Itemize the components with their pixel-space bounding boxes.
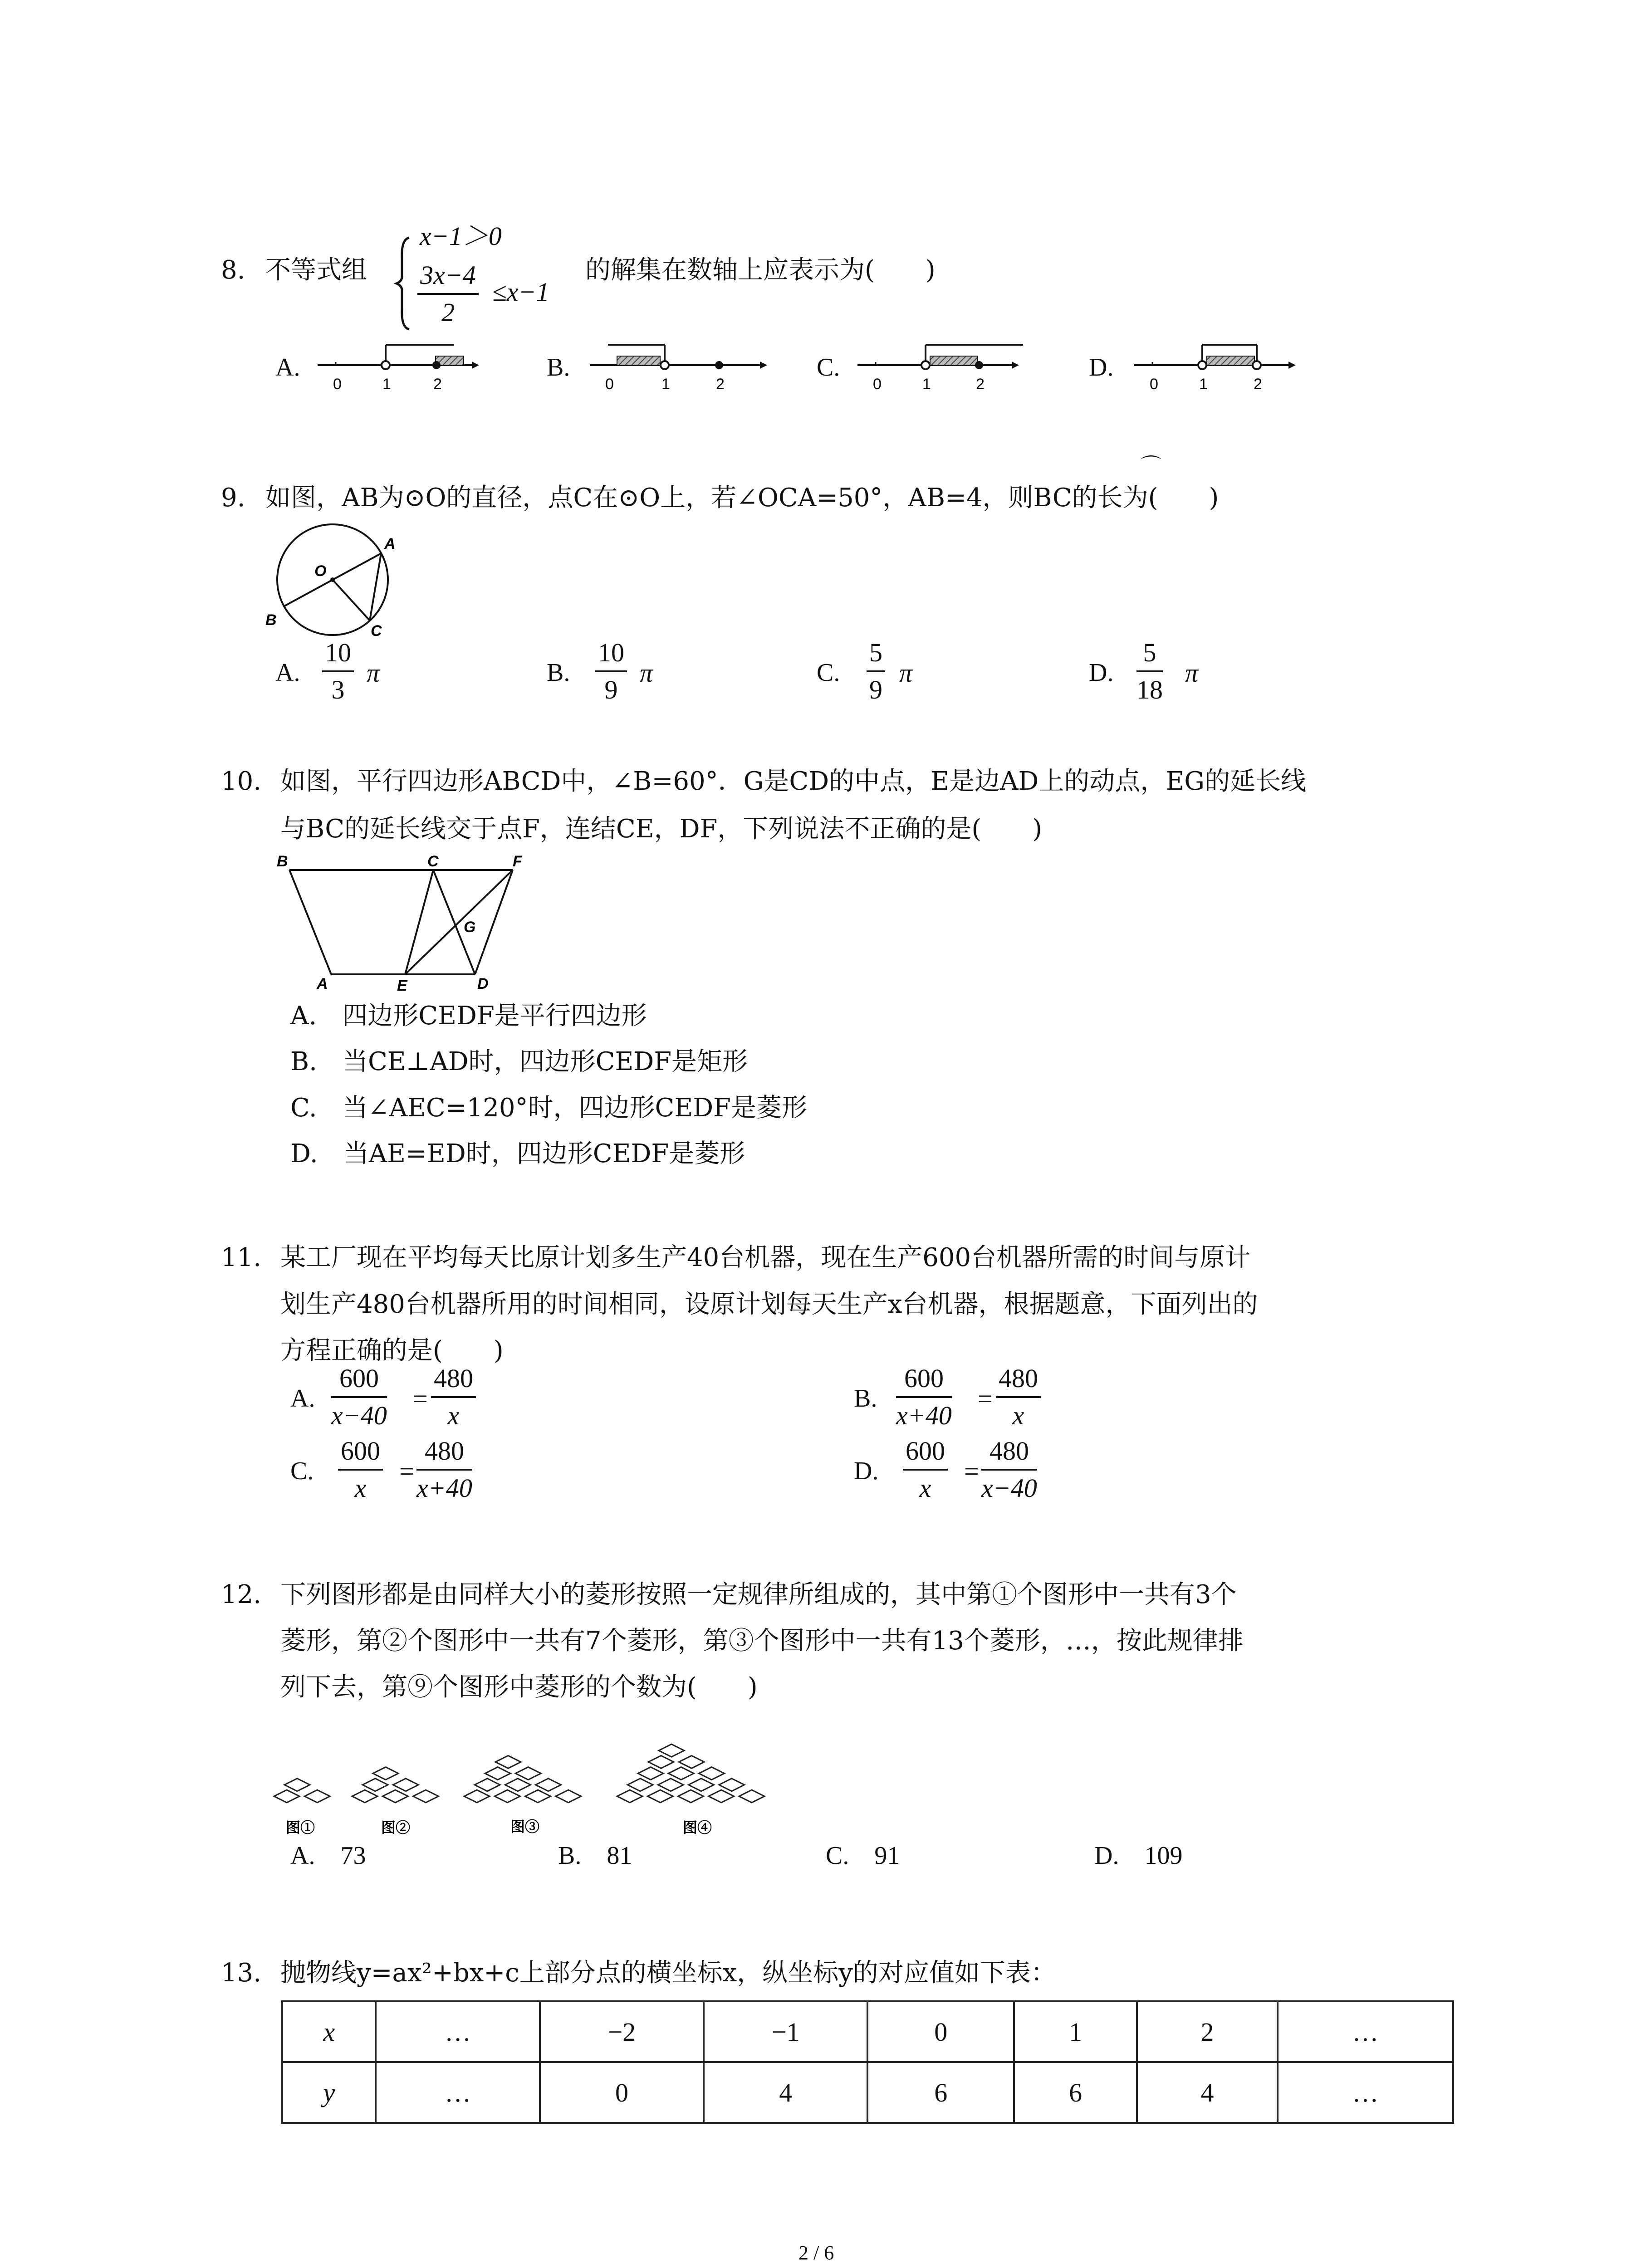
- q11-d-right-den: x−40: [981, 1473, 1037, 1503]
- q9-option-c-label: C.: [817, 659, 840, 687]
- q9-a-numerator: 10: [322, 640, 354, 672]
- q10-number: 10.: [221, 767, 262, 796]
- q11-option-d-equals: =: [964, 1457, 979, 1486]
- rhombus: [739, 1790, 764, 1803]
- q10-label-b: B: [277, 853, 288, 870]
- q11-d-left-num: 600: [903, 1438, 948, 1471]
- q12-option-b: B. 81: [558, 1842, 632, 1870]
- q9-b-denominator: 9: [604, 675, 618, 704]
- q13-number: 13.: [221, 1958, 262, 1988]
- q8-stem-post: 的解集在数轴上应表示为( ): [585, 255, 936, 285]
- rhombus: [525, 1790, 551, 1803]
- q9-label-c: C: [371, 622, 382, 640]
- q8c-tick-1: 1: [922, 376, 931, 393]
- q11-a-left-den: x−40: [331, 1401, 387, 1430]
- rhombus: [679, 1755, 704, 1768]
- q9-option-c-fraction: [867, 640, 885, 703]
- q12-line-3: 列下去，第⑨个图形中菱形的个数为( ): [280, 1672, 758, 1702]
- q11-option-a-right-fraction: [431, 1365, 476, 1429]
- q12-fig-3-label: 图③: [510, 1818, 540, 1835]
- q9-number: 9.: [221, 483, 245, 513]
- q9-option-a-pi: π: [367, 658, 380, 688]
- rhombus: [304, 1790, 330, 1803]
- rhombus: [678, 1790, 704, 1803]
- table-cell: …: [1278, 2001, 1453, 2062]
- q8a-tick-2: 2: [433, 376, 442, 393]
- q9-label-o: O: [314, 562, 327, 580]
- table-cell: …: [1278, 2062, 1453, 2123]
- q8b-tick-0: 0: [605, 376, 614, 393]
- q11-c-left-den: x: [354, 1473, 367, 1503]
- rhombus: [393, 1779, 418, 1791]
- rhombus: [658, 1779, 683, 1791]
- q12-fig-4-label: 图④: [683, 1819, 712, 1836]
- q11-option-c-label: C.: [290, 1457, 314, 1485]
- q11-option-a-label: A.: [290, 1384, 315, 1413]
- q11-option-d-label: D.: [854, 1457, 879, 1485]
- table-cell: …: [376, 2001, 539, 2062]
- rhombus: [475, 1779, 500, 1791]
- q8-option-a-label: A.: [275, 353, 300, 381]
- q11-option-c-left-fraction: [338, 1438, 383, 1501]
- q9-option-d-fraction: [1136, 640, 1163, 703]
- q11-c-left-num: 600: [338, 1438, 383, 1471]
- q11-a-right-num: 480: [431, 1365, 476, 1398]
- table-cell: 6: [1014, 2062, 1137, 2123]
- rhombus: [647, 1790, 673, 1803]
- q10-option-b: B. 当CE⊥AD时，四边形CEDF是矩形: [290, 1047, 748, 1076]
- rhombus: [464, 1790, 490, 1803]
- q11-b-left-den: x+40: [896, 1401, 952, 1430]
- q12-fig-2-label: 图②: [381, 1819, 411, 1836]
- q11-d-left-den: x: [919, 1473, 931, 1503]
- rhombus: [274, 1790, 299, 1803]
- q8d-tick-0: 0: [1150, 376, 1158, 393]
- q10-label-e: E: [397, 977, 407, 994]
- q10-parallelogram-figure: [268, 853, 549, 994]
- q9-d-numerator: 5: [1136, 640, 1163, 672]
- q8c-tick-2: 2: [976, 376, 985, 393]
- q9-a-denominator: 3: [331, 675, 345, 704]
- q11-option-a-equals: =: [413, 1384, 428, 1413]
- table-cell: 4: [704, 2062, 867, 2123]
- q12-line-2: 菱形，第②个图形中一共有7个菱形，第③个图形中一共有13个菱形，…，按此规律排: [280, 1626, 1244, 1656]
- q12-number: 12.: [221, 1580, 262, 1609]
- q9-option-a-label: A.: [275, 659, 300, 687]
- table-cell: 0: [540, 2062, 704, 2123]
- q11-c-right-num: 480: [416, 1438, 472, 1471]
- q8-inequality-2-rest: ≤x−1: [492, 277, 549, 307]
- q10-label-d: D: [477, 975, 489, 992]
- table-cell: 0: [867, 2001, 1014, 2062]
- q11-option-d-left-fraction: [903, 1438, 948, 1501]
- rhombus: [627, 1779, 653, 1791]
- rhombus: [689, 1779, 714, 1791]
- q9-stem: 如图，AB为⊙O的直径，点C在⊙O上，若∠OCA=50°，AB=4，则BC的长为( ): [265, 483, 1219, 513]
- q9-circle-figure: [265, 522, 411, 640]
- rhombus: [699, 1767, 724, 1780]
- q8-option-b-number-line: [590, 336, 771, 395]
- q10-label-a: A: [317, 975, 328, 992]
- q11-option-b-label: B.: [854, 1384, 877, 1413]
- q8a-tick-0: 0: [333, 376, 342, 393]
- q12-fig-1-label: 图①: [286, 1819, 315, 1836]
- rhombus: [719, 1779, 745, 1791]
- q8-number: 8.: [221, 255, 245, 285]
- q11-b-right-num: 480: [996, 1365, 1041, 1398]
- q9-option-b-label: B.: [547, 659, 570, 687]
- q8-option-a-number-line: [318, 336, 481, 395]
- q8-inequality-1: x−1＞0: [420, 221, 502, 251]
- page-number: 2 / 6: [798, 2242, 834, 2264]
- q9-arc-mark: ⌒: [1141, 454, 1161, 477]
- q8-option-d-label: D.: [1089, 353, 1114, 381]
- q8-ineq2-numerator: 3x−4: [417, 262, 479, 295]
- q9-option-b-pi: π: [640, 658, 653, 688]
- rhombus: [413, 1790, 438, 1803]
- table-cell: −1: [704, 2001, 867, 2062]
- q10-label-c: C: [427, 853, 439, 870]
- rhombus: [556, 1790, 581, 1803]
- rhombus: [495, 1790, 520, 1803]
- rhombus: [362, 1779, 388, 1791]
- rhombus: [659, 1744, 684, 1757]
- table-cell: …: [376, 2062, 539, 2123]
- rhombus: [495, 1755, 521, 1768]
- table-row: [282, 2001, 1453, 2062]
- q11-option-c-equals: =: [399, 1457, 414, 1486]
- table-cell: 2: [1137, 2001, 1278, 2062]
- table-cell: 4: [1137, 2062, 1278, 2123]
- table-cell: 6: [867, 2062, 1014, 2123]
- q8d-tick-1: 1: [1199, 376, 1208, 393]
- q11-option-b-equals: =: [978, 1384, 993, 1413]
- q8a-tick-1: 1: [382, 376, 391, 393]
- table-cell: −2: [540, 2001, 704, 2062]
- rhombus: [505, 1779, 530, 1791]
- rhombus: [617, 1790, 642, 1803]
- rhombus: [284, 1779, 310, 1791]
- q12-line-1: 下列图形都是由同样大小的菱形按照一定规律所组成的，其中第①个图形中一共有3个: [280, 1580, 1237, 1609]
- rhombus: [709, 1790, 734, 1803]
- q11-c-right-den: x+40: [416, 1473, 472, 1503]
- q9-b-numerator: 10: [595, 640, 627, 672]
- rhombus: [373, 1767, 398, 1780]
- table-row: [282, 2062, 1453, 2123]
- q11-option-a-left-fraction: [331, 1365, 387, 1429]
- q13-stem: 抛物线y=ax²+bx+c上部分点的横坐标x，纵坐标y的对应值如下表：: [280, 1958, 1056, 1988]
- table-cell: x: [282, 2001, 376, 2062]
- q13-value-table: [281, 2000, 1454, 2124]
- q11-option-b-left-fraction: [896, 1365, 952, 1429]
- q11-option-c-right-fraction: [416, 1438, 472, 1501]
- q11-number: 11.: [221, 1243, 262, 1272]
- q8-inequality-2-fraction: [417, 262, 479, 326]
- q11-a-right-den: x: [447, 1401, 460, 1430]
- rhombus: [515, 1767, 541, 1780]
- rhombus: [485, 1767, 510, 1780]
- q11-d-right-num: 480: [981, 1438, 1037, 1471]
- q9-option-a-fraction: [322, 640, 354, 703]
- q9-c-denominator: 9: [869, 675, 882, 704]
- q12-option-c: C. 91: [826, 1842, 900, 1870]
- q11-line-2: 划生产480台机器所用的时间相同，设原计划每天生产x台机器，根据题意，下面列出的: [280, 1290, 1258, 1319]
- q12-option-d: D. 109: [1094, 1842, 1183, 1870]
- q8-option-d-number-line: [1134, 336, 1316, 395]
- q8-ineq2-denominator: 2: [441, 298, 455, 327]
- q9-option-d-label: D.: [1089, 659, 1114, 687]
- rhombus: [668, 1767, 694, 1780]
- q11-b-left-num: 600: [896, 1365, 952, 1398]
- q10-label-g: G: [464, 919, 476, 936]
- q11-a-left-num: 600: [331, 1365, 387, 1398]
- q8-brace: [395, 236, 413, 331]
- rhombus: [648, 1755, 674, 1768]
- table-cell: y: [282, 2062, 376, 2123]
- q9-label-a: A: [384, 535, 396, 552]
- q8-option-c-number-line: [857, 336, 1039, 395]
- rhombus: [638, 1767, 663, 1780]
- q10-line-1: 如图，平行四边形ABCD中，∠B=60°．G是CD的中点，E是边AD上的动点，EG的延长线: [280, 767, 1306, 796]
- q8c-tick-0: 0: [873, 376, 882, 393]
- q11-option-d-right-fraction: [981, 1438, 1037, 1501]
- rhombus: [382, 1790, 408, 1803]
- q8-option-c-label: C.: [817, 353, 840, 381]
- q10-option-d: D. 当AE=ED时，四边形CEDF是菱形: [290, 1139, 745, 1168]
- q12-option-a: A. 73: [290, 1842, 366, 1870]
- q8d-tick-2: 2: [1254, 376, 1262, 393]
- q8b-tick-2: 2: [716, 376, 725, 393]
- q10-label-f: F: [513, 853, 522, 870]
- q9-label-b: B: [265, 611, 277, 629]
- table-cell: 1: [1014, 2001, 1137, 2062]
- q9-option-d-pi: π: [1185, 658, 1199, 688]
- q11-line-3: 方程正确的是( ): [280, 1336, 504, 1365]
- q8b-tick-1: 1: [661, 376, 670, 393]
- q9-option-c-pi: π: [899, 658, 913, 688]
- q9-d-denominator: 18: [1136, 675, 1163, 704]
- q11-b-right-den: x: [1012, 1401, 1024, 1430]
- q9-c-numerator: 5: [867, 640, 885, 672]
- rhombus: [535, 1779, 561, 1791]
- q9-option-b-fraction: [595, 640, 627, 703]
- q10-line-2: 与BC的延长线交于点F，连结CE，DF，下列说法不正确的是( ): [280, 814, 1043, 844]
- q8-stem-pre: 不等式组: [265, 255, 367, 285]
- q10-option-a: A. 四边形CEDF是平行四边形: [290, 1001, 647, 1031]
- q11-option-b-right-fraction: [996, 1365, 1041, 1429]
- q8-option-b-label: B.: [547, 353, 570, 381]
- q10-option-c: C. 当∠AEC=120°时，四边形CEDF是菱形: [290, 1093, 808, 1123]
- q12-rhombus-figures: [272, 1719, 794, 1837]
- rhombus: [352, 1790, 377, 1803]
- q11-line-1: 某工厂现在平均每天比原计划多生产40台机器，现在生产600台机器所需的时间与原计: [280, 1243, 1251, 1272]
